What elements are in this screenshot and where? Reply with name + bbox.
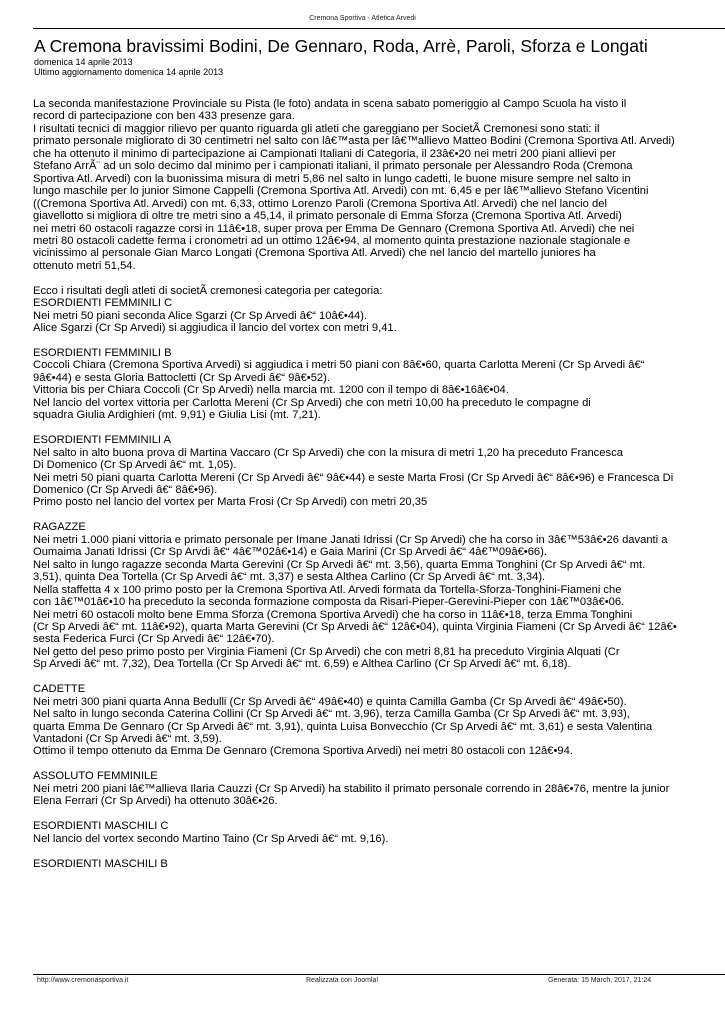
body-line: metri 80 ostacoli cadette ferma i cronometri ad un ottimo 12â€•94, al momento quinta prestazione nazionale stagionale e xyxy=(33,234,631,247)
body-line: Sp Arvedi â€“ mt. 7,32), Dea Tortella (Cr Sp Arvedi â€“ mt. 6,59) e Althea Carlino (Cr Sp Arvedi â€“ mt. 6,18). xyxy=(33,658,571,671)
body-line: primato personale migliorato di 30 centimetri nel salto con lâ€™asta per lâ€™allievo Matteo Bodini (Cremona Sportiva Atl. Arvedi) xyxy=(33,135,675,148)
body-line: Nel salto in alto buona prova di Martina Vaccaro (Cr Sp Arvedi) che con la misura di metri 1,20 ha preceduto Francesca xyxy=(33,446,623,459)
body-line: ottenuto metri 51,54. xyxy=(33,259,136,272)
body-line: RAGAZZE xyxy=(33,521,86,534)
body-line: Elena Ferrari (Cr Sp Arvedi) ha ottenuto 30â€•26. xyxy=(33,795,278,808)
body-line: 3,51), quinta Dea Tortella (Cr Sp Arvedi â€“ mt. 3,37) e sesta Althea Carlino (Cr Sp Arvedi â€“ mt. 3,34). xyxy=(33,571,546,584)
body-line: Nei metri 50 piani quarta Carlotta Mereni (Cr Sp Arvedi â€“ 9â€•44) e seste Marta Frosi (Cr Sp Arvedi â€“ 8â€•96) e Francesca Di xyxy=(33,471,674,484)
body-line: giavellotto si migliora di oltre tre metri sino a 45,14, il primato personale di Emma Sforza (Cremona Sportiva Atl. Arvedi) xyxy=(33,210,622,223)
body-line: ASSOLUTO FEMMINILE xyxy=(33,770,158,783)
body-line: Nei metri 60 ostacoli molto bene Emma Sforza (Cremona Sportiva Arvedi) che ha corso in 11â€•18, terza Emma Tonghini xyxy=(33,608,633,621)
body-line: Nei metri 200 piani lâ€™allieva Ilaria Cauzzi (Cr Sp Arvedi) ha stabilito il primato personale correndo in 28â€•76, mentre la junior xyxy=(33,782,670,795)
body-line: con 1â€™01â€•10 ha preceduto la seconda formazione composta da Risari-Pieper-Gerevini-Pieper con 1â€™03â€•06. xyxy=(33,596,625,609)
body-line: Nel lancio del vortex vittoria per Carlotta Mereni (Cr Sp Arvedi) che con metri 10,00 ha preceduto le compagne di xyxy=(33,396,591,409)
body-line: La seconda manifestazione Provinciale su Pista (le foto) andata in scena sabato pomeriggio al Campo Scuola ha visto il xyxy=(33,98,627,110)
paragraph-gap xyxy=(33,758,725,770)
site-header: Cremona Sportiva - Atletica Arvedi xyxy=(309,15,416,22)
body-line: nei metri 60 ostacoli ragazze corsi in 11â€•18, super prova per Emma De Gennaro (Cremona Sportiva Atl. Arvedi) che nei xyxy=(33,222,635,235)
body-line: Oumaima Janati Idrissi (Cr Sp Arvdi â€“ 4â€™02â€•14) e Gaia Marini (Cr Sp Arvedi â€“ 4â€™09â€•66). xyxy=(33,546,547,559)
body-line: Alice Sgarzi (Cr Sp Arvedi) si aggiudica il lancio del vortex con metri 9,41. xyxy=(33,322,397,335)
body-line: Domenico (Cr Sp Arvedi â€“ 8â€•96). xyxy=(33,484,218,496)
body-line: Primo posto nel lancio del vortex per Marta Frosi (Cr Sp Arvedi) con metri 20,35 xyxy=(33,496,428,509)
body-line: Stefano ArrÃ¨ ad un solo decimo dal minimo per i campionati italiani, il primato personale per Alessandro Roda (Cremona xyxy=(33,160,633,173)
header-divider xyxy=(33,28,725,29)
body-line: I risultati tecnici di maggior rilievo per quanto riguarda gli atleti che gareggiano per SocietÃ Cremonesi sono stati: il xyxy=(33,122,600,135)
body-line: Nei metri 50 piani seconda Alice Sgarzi (Cr Sp Arvedi â€“ 10â€•44). xyxy=(33,309,368,322)
body-line: Nel salto in lungo seconda Caterina Collini (Cr Sp Arvedi â€“ mt. 3,96), terza Camilla Gamba (Cr Sp Arvedi â€“ mt. 3,93), xyxy=(33,708,630,721)
body-line: sesta Federica Furci (Cr Sp Arvedi â€“ 12â€•70). xyxy=(33,633,275,646)
body-line: lungo maschile per lo junior Simone Cappelli (Cremona Sportiva Atl. Arvedi) con mt. 6,45 e per lâ€™allievo Stefano Vicentini xyxy=(33,185,649,198)
body-line: ESORDIENTI MASCHILI B xyxy=(33,857,168,870)
body-line: Nel lancio del vortex secondo Martino Taino (Cr Sp Arvedi â€“ mt. 9,16). xyxy=(33,832,389,845)
paragraph-gap xyxy=(33,509,725,521)
body-line: Nel salto in lungo ragazze seconda Marta Gerevini (Cr Sp Arvedi â€“ mt. 3,56), quarta Emma Tonghini (Cr Sp Arvedi â€“ mt. xyxy=(33,558,646,571)
paragraph-gap xyxy=(33,808,725,820)
body-line: 9â€•44) e sesta Gloria Battocletti (Cr Sp Arvedi â€“ 9â€•52). xyxy=(33,371,330,384)
body-line: Vittoria bis per Chiara Coccoli (Cr Sp Arvedi) nella marcia mt. 1200 con il tempo di 8â€•16â€•04. xyxy=(33,384,509,397)
body-line: (Cr Sp Arvedi â€“ mt. 11â€•92), quarta Marta Gerevini (Cr Sp Arvedi â€“ 12â€•04), quinta Virginia Fiameni (Cr Sp Arvedi â€“ 12â€• xyxy=(33,620,677,633)
body-line: Nei metri 300 piani quarta Anna Bedulli (Cr Sp Arvedi â€“ 49â€•40) e quinta Camilla Gamba (Cr Sp Arvedi â€“ 49â€•50). xyxy=(33,695,627,708)
body-line: Nel getto del peso primo posto per Virginia Fiameni (Cr Sp Arvedi) che con metri 8,81 ha preceduto Virginia Alquati (Cr xyxy=(33,645,620,658)
footer-made-with: Realizzata con Joomla! xyxy=(306,977,379,984)
footer-divider xyxy=(33,974,725,975)
body-line: ESORDIENTI MASCHILI C xyxy=(33,820,169,833)
body-line: ESORDIENTI FEMMINILI A xyxy=(33,434,171,447)
body-line: ESORDIENTI FEMMINILI C xyxy=(33,297,173,310)
article-title: A Cremona bravissimi Bodini, De Gennaro, Roda, Arrè, Paroli, Sforza e Longati xyxy=(34,36,648,56)
paragraph-gap xyxy=(33,272,725,284)
body-line: record di partecipazione con ben 433 presenze gara. xyxy=(33,110,295,123)
paragraph-gap xyxy=(33,671,725,683)
paragraph-gap xyxy=(33,845,725,857)
article-body xyxy=(33,98,725,974)
body-line: Ottimo il tempo ottenuto da Emma De Gennaro (Cremona Sportiva Arvedi) nei metri 80 ostacoli con 12â€•94. xyxy=(33,745,573,758)
body-line: ((Cremona Sportiva Atl. Arvedi) con mt. 6,33, ottimo Lorenzo Paroli (Cremona Sportiva Atl. Arvedi) che nel lancio del xyxy=(33,197,607,210)
body-line: che ha ottenuto il minimo di partecipazione ai Campionati Italiani di Categoria, il 23â€•20 nei metri 200 piani allievi per xyxy=(33,147,616,160)
body-line: CADETTE xyxy=(33,683,86,696)
body-line: Ecco i risultati degli atleti di societÃ cremonesi categoria per categoria: xyxy=(33,284,383,297)
article-updated: Ultimo aggiornamento domenica 14 aprile 2013 xyxy=(34,67,224,77)
body-line: squadra Giulia Ardighieri (mt. 9,91) e Giulia Lisi (mt. 7,21). xyxy=(33,409,321,422)
footer-url[interactable]: http://www.cremonasportiva.it xyxy=(37,977,129,984)
body-line: quarta Emma De Gennaro (Cr Sp Arvedi â€“ mt. 3,91), quinta Luisa Bonvecchio (Cr Sp Arvedi â€“ mt. 3,61) e sesta Valentina xyxy=(33,720,653,733)
body-line: Sportiva Atl. Arvedi) con la buonissima misura di metri 5,86 nel salto in lungo cadetti, le buone misure sempre nel salto in xyxy=(33,172,631,185)
article-date: domenica 14 aprile 2013 xyxy=(34,57,133,67)
body-line: ESORDIENTI FEMMINILI B xyxy=(33,347,172,360)
body-line: Vantadoni (Cr Sp Arvedi â€“ mt. 3,59). xyxy=(33,733,222,746)
paragraph-gap xyxy=(33,335,725,347)
body-line: vicinissimo al personale Gian Marco Longati (Cremona Sportiva Atl. Arvedi) che nel lancio del martello juniores ha xyxy=(33,247,596,260)
body-line: Nei metri 1.000 piani vittoria e primato personale per Imane Janati Idrissi (Cr Sp Arvedi) che ha corso in 3â€™53â€•26 davanti a xyxy=(33,533,668,546)
body-line: Di Domenico (Cr Sp Arvedi â€“ mt. 1,05). xyxy=(33,459,237,472)
body-line: Nella staffetta 4 x 100 primo posto per la Cremona Sportiva Atl. Arvedi formata da Tortella-Sforza-Tonghini-Fiameni che xyxy=(33,583,622,596)
footer-generated: Generata: 15 March, 2017, 21:24 xyxy=(548,977,652,984)
paragraph-gap xyxy=(33,422,725,434)
body-line: Coccoli Chiara (Cremona Sportiva Arvedi) si aggiudica i metri 50 piani con 8â€•60, quarta Carlotta Mereni (Cr Sp Arvedi â€“ xyxy=(33,359,645,372)
